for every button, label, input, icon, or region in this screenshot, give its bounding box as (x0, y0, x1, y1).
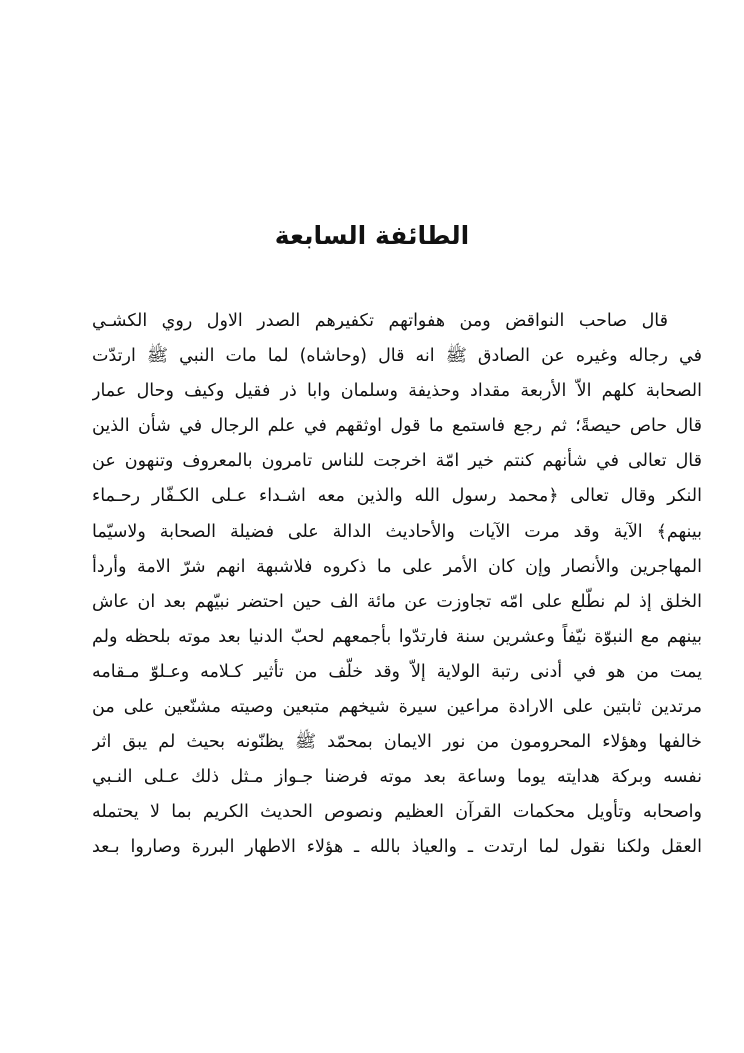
text-line: العقل ولكنا نقول لما ارتدت ـ والعياذ بالله ـ هؤلاء الاطهار البررة وصاروا بـعد (92, 837, 702, 858)
text-line: النكر وقال تعالى ﴿محمد رسول الله والذين معه اشـداء عـلى الكـفّار رحـماء (92, 486, 702, 507)
section-heading: الطائفة السابعة (274, 221, 470, 250)
text-line: واصحابه وتأويل محكمات القرآن العظيم ونصوص الحديث الكريم بما لا يحتمله (92, 802, 702, 823)
text-line: قال صاحب النواقض ومن هفواتهم تكفيرهم الصدر الاول روي الكشـي (92, 311, 668, 331)
text-line: الصحابة كلهم الاّ الأربعة مقداد وحذيفة وسلمان وابا ذر فقيل وكيف وحال عمار (92, 381, 702, 402)
text-line: خالفها وهؤلاء المحرومون من نور الايمان بمحمّد ﷺ يظنّونه بحيث لم يبق اثر (92, 732, 702, 753)
text-line: قال تعالى في شأنهم كنتم خير امّة اخرجت للناس تامرون بالمعروف وتنهون عن (92, 451, 702, 472)
text-line: بينهم﴾ الآية وقد مرت الآيات والأحاديث الدالة على فضيلة الصحابة ولاسيّما (92, 521, 702, 542)
text-line: يمت من هو في أدنى رتبة الولاية إلاّ وقد خلّف من تأثير كـلامه وعـلوّ مـقامه (92, 661, 702, 682)
text-line: قال حاص حيصةً؛ ثم رجع فاستمع ما قول اوثقهم في علم الرجال في شأن الذين (92, 416, 702, 437)
body-paragraph (92, 304, 702, 994)
text-line: بينهم مع النبوّة نيّفاً وعشرين سنة فارتدّوا بأجمعهم لحبّ الدنيا بعد موته بلحظه ولم (92, 626, 702, 647)
text-line: في رجاله وغيره عن الصادق ﷺ انه قال (وحاشاه) لما مات النبي ﷺ ارتدّت (92, 346, 702, 367)
text-line: نفسه وبركة هدايته يوما وساعة بعد موته فرضنا جـواز مـثل ذلك عـلى النـبي (92, 767, 702, 788)
text-line: المهاجرين والأنصار وإن كان الأمر على ما ذكروه فلاشبهة انهم شرّ الامة وأردأ (92, 556, 702, 577)
text-line: الخلق إذ لم نطّلع على امّه تجاوزت عن مائة الف حين احتضر نبيّهم بعد ان عاش (92, 591, 702, 612)
text-line: مرتدين ثابتين على الارادة مراعين سيرة شيخهم متبعين وصيته مشنّعين على من (92, 697, 702, 718)
